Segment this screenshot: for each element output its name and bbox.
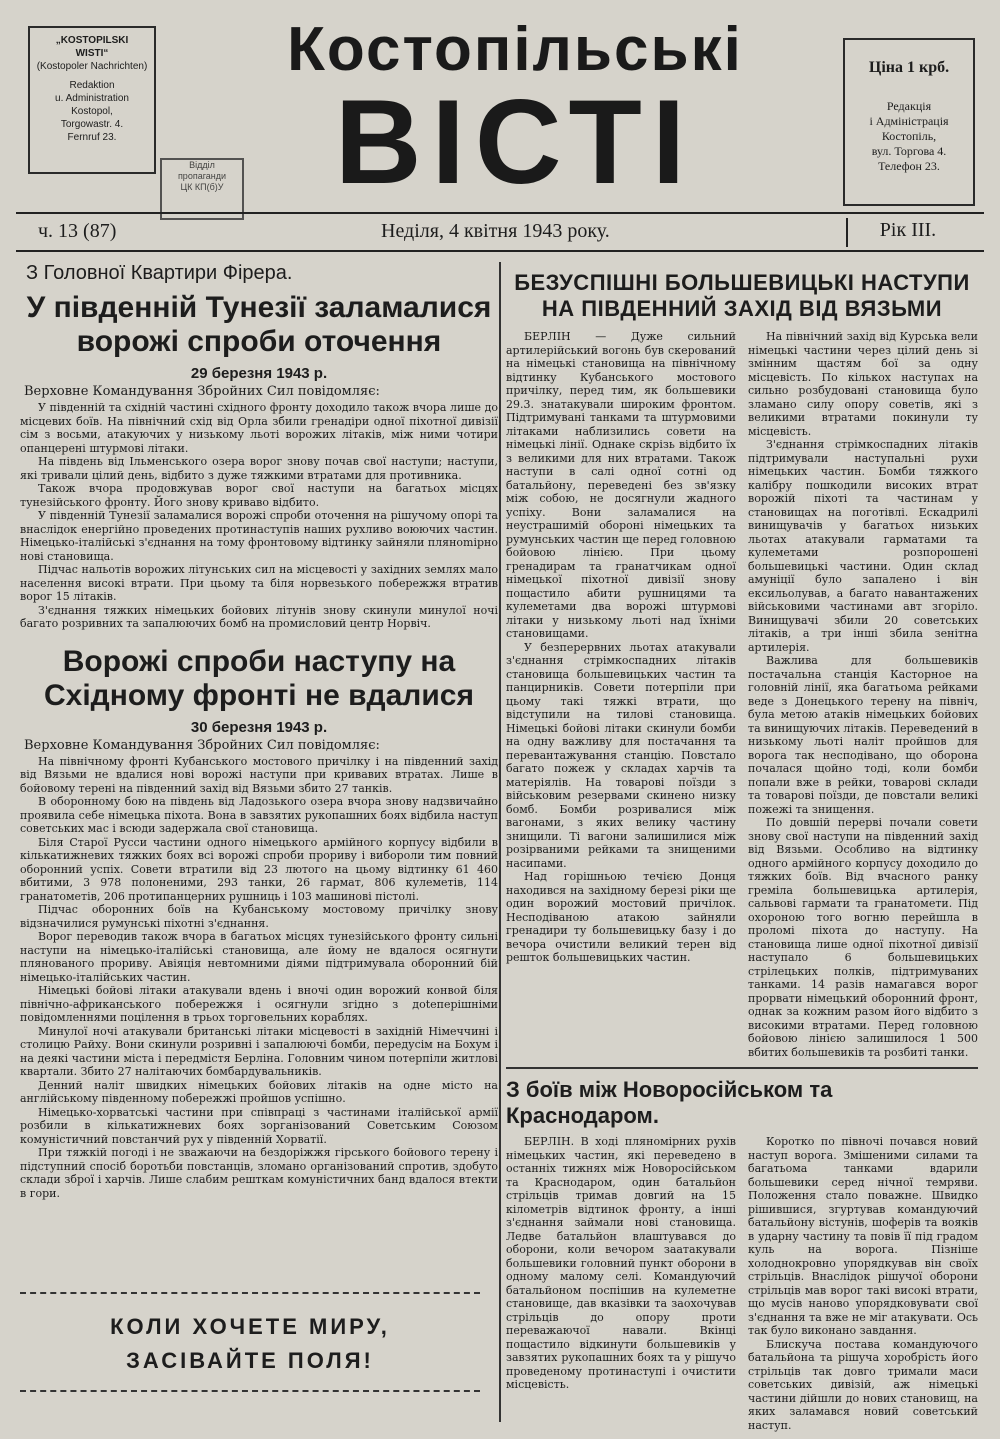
address-line: Телефон 23.: [878, 159, 940, 173]
masthead-title-1: Костопільські: [287, 15, 743, 84]
section-overline: З Головної Квартири Фірера.: [26, 262, 293, 284]
headline-tunisia: У південній Тунезії заламалися ворожі спроби оточення: [26, 291, 492, 358]
column-divider: [499, 262, 501, 1422]
paragraph: Ворог переводив також вчора в багатьох місцях тунезійського фронту сильні наступи на німецько-італійські становища, але йому не вдалося осягнути плянованого прориву. Авіяція невтомними діями підтримувала оборонний бій німецько-італійських частин.: [20, 930, 498, 984]
paragraph: З'єднання тяжких німецьких бойових літунів знову скинули минулої ночі багато розривних та запалюючих бомб на промисловий центр Норвіч.: [20, 603, 498, 630]
paragraph: На південь від Ільменського озера ворог знову почав свої наступи; наступи, які тривали цілий день, відбито з дуже тяжкими втратами для противника.: [20, 455, 498, 482]
paragraph: Блискуча постава командуючого батальйона та рішуча хоробрість його стрільців так довго тримали маси советських дивізій, аж німецькі частини дійшли до нових становищ, на яких заламався новий советський наступ.: [748, 1337, 978, 1432]
text-subcolumn: [506, 1135, 736, 1432]
article-lead: Верховне Командування Збройних Сил повідомляє:: [24, 737, 380, 753]
paragraph: Минулої ночі атакували британські літаки місцевості в західній Німеччині і столицю Райху. Вони скинули розривні і запалюючі бомби, передусім на Бохум і на деякі частини міста і передмістя Берліна. Головним чином потерпіли житлові квартали. Збито 27 налітаючих бомбардувальників.: [20, 1024, 498, 1078]
paragraph: Денний наліт швидких німецьких бойових літаків на одне місто на англійському південному побережжі пройшов успішно.: [20, 1078, 498, 1105]
headline-vyazma: БЕЗУСПІШНІ БОЛЬШЕВИЦЬКІ НАСТУПИ НА ПІВДЕННИЙ ЗАХІД ВІД ВЯЗЬМИ: [514, 270, 970, 321]
masthead: [200, 15, 830, 209]
article-date: 30 березня 1943 р.: [190, 718, 328, 736]
stamp-line: ЦК КП(б)У: [180, 182, 224, 192]
paragraph: Над горішньою течією Донця находився на західному березі ріки ще один ворожий мостовий причілок. Несподіваною атакою зайняли гренадири ту большевицьку базу і до вечора очистили великий терен від решток большевицьких частин.: [506, 870, 736, 964]
article-date: 29 березня 1943 р.: [190, 365, 328, 382]
price: Ціна 1 крб.: [868, 59, 950, 76]
ukrainian-address-box: [843, 38, 975, 206]
paragraph: Коротко по півночі почався новий наступ ворога. Змішеними силами та багатьома танками вдарили большевики серед нічної темряви. Положення стало поважне. Швидко рішившися, згуртував командуючий батальйону вістунів, шоферів та вояків в ударну частину та повів її під градом куль на ворога. Пізніше холоднокровно упорядкував він своїх стрільців. Внаслідок рішучої оборони стрільців мав ворог такі високі втрати, що мусів наново упорядковувати свої з'єднання та вже не міг атакувати. Ось так було виконано завдання.: [748, 1135, 978, 1337]
issue-year: Рік III.: [846, 218, 968, 247]
library-stamp: [160, 158, 244, 220]
paragraph: Німецькі бойові літаки атакували вдень і вночі один ворожий конвой біля північно-африканського побережжя і осягнули згідно з доteперішніми повідомленнями поцілення в трьох торговельних кораблях.: [20, 984, 498, 1024]
paragraph: БЕРЛІН. В ході плянoмірних рухів німецьких частин, які переведено в останніх тижнях між Новоросійськом та Краснодаром, один батальйон стрільців тримав довгий на 15 кілометрів відтинок фронту, а інші з'єднання займали нові становища. Ледве батальйон влаштувався до оборони, коли вечором заатакували большевики головний пункт оборони в одному малому селі. Командуючий батальйоном поспішив на кулеметне становище, дав вказівки та заохочував стрільців до опору проти переважаючої навали. Вкінці пощастило відкинути большевиків у завзятих рукопашних боях та у рішучо проведеному протинаступі і очистити місцевість.: [506, 1135, 736, 1391]
text-subcolumn: [748, 330, 978, 1059]
paragraph: По довшій перерві почали совети знову свої наступи на південний захід від Вязьми. Особливо на відтинку одного армійного корпусу доходило до тяжких боїв. Від вчасного ранку греміла большевицька артилерія, сальвові гармати та гранатомети. Під охороною того вогню перейшла в проломі піхота до наступу. На становища лише одної піхотної дивізії наступало 6 большевицьких стрілецьких полків, підтримуваних танками. 14 разів намагався ворог прорвати німецький оборонний фронт, однак за кожним разом його відбито з високими втратами. Перед головною бойовою лінією залишилося 1 500 вбитих большевиків та розбиті танки.: [748, 816, 978, 1059]
headline-eastern-front: Ворожі спроби наступу на Східному фронті не вдалися: [44, 644, 474, 712]
german-address-box: [28, 26, 156, 174]
address-line: WISTI“: [75, 48, 109, 59]
address-line: „KOSTOPILSKI: [55, 35, 129, 46]
paragraph: У безперервних льотах атакували з'єднання стрімкоспадних літаків становища большевицьких частин та панцирників. Совети потерпіли при цьому такі тяжкі втрати, що відступили на тилові становища. Німецькі бойові літаки скинули бомби на одну важливу для постачання та перевантажування станцію. Повстало багато пожеж у складах харчів та матеріялів. На товарові поїзди з військовим резервами скинено низку бомб. Бомби розривалися між вагонами, з яких велику частину знищили. Ті вагони залишилися між розірваними рейками та знищеними насипами.: [506, 640, 736, 870]
paragraph: Також вчора продовжував ворог свої наступи на багатьох місцях тунезійського фронту. Його знову криваво відбито.: [20, 482, 498, 509]
address-line: вул. Торгова 4.: [871, 144, 947, 158]
issue-info-bar: [16, 212, 984, 252]
slogan-banner: [20, 1292, 480, 1392]
paragraph: У південній та східній частині східного фронту доходило також вчора лише до місцевих боїв. На північний схід від Орла збили гренадіри одної піхотної дивізії сім з восьми, атакуючих у низькому льоті ворожих літаків, між ними чотири опанцерені штурмові літаки.: [20, 401, 498, 455]
paragraph: Важлива для большевиків постачальна станція Касторное на головній лінії, яка багатьома рейками веде з Донецького терену на північ, була метою атаків німецьких бойових та винищуючих літаків. Переведений в низькому льоті наліт пройшов для ворога так несподівано, що оборона почалася щойно тоді, коли бомби попали вже в рейки, товарові склади та товарові поїзди, де повстали великі пожежі та знищення.: [748, 654, 978, 816]
headline-novorossiysk: З боїв між Новоросійськом та Краснодаром.: [506, 1077, 833, 1128]
masthead-title-2: ВІСТІ: [334, 75, 696, 209]
article-body-two-column: [506, 1135, 978, 1432]
article-body: [20, 401, 498, 631]
paragraph: У південній Тунезії заламалися ворожі спроби оточення на рішучому опорі та внаслідок енергійно проведених протинаступів наших рухливо воюючих частин. Німецько-італійські з'єднання на тому фронтовому відтинку зайняли плянomірно нові становища.: [20, 509, 498, 563]
slogan-line: ЗАСІВАЙТЕ ПОЛЯ!: [126, 1348, 374, 1373]
address-line: u. Administration: [55, 93, 129, 104]
issue-number: ч. 13 (87): [38, 220, 117, 242]
paragraph: На північний захід від Курська вели німецькі частини через цілий день зі змінним щастям бої за одну місцевість. По кількох наступах на сильно розбудовані становища було зламано силу опору советів, які з великими втратами покинули ту місцевість.: [748, 330, 978, 438]
address-line: Редакція: [886, 99, 932, 113]
slogan-line: КОЛИ ХОЧЕТЕ МИРУ,: [110, 1314, 390, 1339]
paragraph: Підчас нальотів ворожих літунських сил на місцевості у західних землях мало населення високі втрати. При цьому та біля норвезького побережжя втратив ворог 15 літаків.: [20, 563, 498, 603]
address-line: Redaktion: [69, 80, 115, 91]
paragraph: При тяжкій погоді і не зважаючи на бездоріжжя гірського бойового терену і підступний спосіб боротьби повстанців, зломано організований спротив, здобуто склади зброї і харчів. Лише слабим решткам комуністичних банд вдалося втекти в гори.: [20, 1146, 498, 1200]
left-column: [20, 262, 498, 1200]
paragraph: З'єднання стрімкоспадних літаків підтримували наступальні рухи німецьких частин. Бомби тяжкого калібру пошкодили високих втрат ворожій піхоті та частинам у становищах на поготівлі. Ескадрилі винищувачів у багатьох низьких льотах атакували гарматами та кулеметами розпорошені большевицькі частини. Один склад амуніції було запалено і він ексильолував, а багато навантажених військовими частинами авт згоріло. Винищувачі збили 20 советських літаків, а три інші збила зенітна артилерія.: [748, 438, 978, 654]
address-line: Fernruf 23.: [67, 132, 117, 143]
paragraph: БЕРЛІН — Дуже сильний артилерійський вогонь був скерований на німецькі становища на північному відтинку Кубанського мостового причілку, перед тим, як большевики 29.3. знатакували широким фронтом. Підтримувані танками та штурмовими літаками наблизились совети на німецькі лінії. Однаке скрізь відбито їх з великими для них втратами. Також наступи в салі одної сотні од батальйону, переведені без зв'язку між собою, не досягнули жадного успіху. Вони заламалися на неустрашимій обороні німецьких та румунських частин ще перед головною бойовою лінією. При цьому гренадирам та гранатчикам одної німецької піхотної дивізії знову пощастило абити рушницями та кулеметами два ворожі штурмові літаки у низькому льоті над їхніми становищами.: [506, 330, 736, 640]
address-line: Kostopol,: [71, 106, 113, 117]
paragraph: Підчас оборонних боїв на Кубанському мостовому причілку знову відзначилися румунські піхотні з'єднання.: [20, 903, 498, 930]
text-subcolumn: [748, 1135, 978, 1432]
stamp-line: Відділ: [189, 160, 215, 170]
stamp-line: пропаганди: [177, 171, 227, 181]
text-subcolumn: [506, 330, 736, 1059]
issue-date: Неділя, 4 квітня 1943 року.: [381, 220, 610, 242]
right-column: [506, 270, 978, 1432]
address-line: Костопіль,: [881, 129, 937, 143]
address-line: і Адміністрація: [869, 114, 949, 128]
paragraph: Біля Старої Русси частини одного німецького армійного корпусу відбили в кількатижневих тяжких боях всі ворожі спроби прориву і виборoли тим повний оборонний успіх. Совети втратили від 23 лютого на цьому відтинку 61 460 вбитими, 3 978 полоненими, 293 танки, 26 гармат, 806 кулеметів, 114 гранатометів, 206 протипанцерних рушниць і 103 машинові пістолі.: [20, 835, 498, 903]
paragraph: Німецько-хорватські частини при співпраці з частинами італійської армії розбили в кількатижневих боях зорганізований Советським Союзом комуністичний повстанчий рух у південній Хорватії.: [20, 1105, 498, 1146]
article-body-two-column: [506, 330, 978, 1059]
paragraph: В оборонному бою на південь від Ладозького озера вчора знову надзвичайно проявила себе німецька піхота. Вона в завзятих рукопашних боях відбила наступ советських мас і всюди задержала свої становища.: [20, 795, 498, 835]
address-line: (Kostopoler Nachrichten): [36, 61, 148, 72]
paragraph: На північному фронті Кубанського мостового причілку і на південний захід від Вязьми не вдалися нові ворожі наступи при кривавих втратах. Лише в бойовому терені на південний захід від Вязьми збито 27 танків.: [20, 754, 498, 795]
address-line: Torgowastr. 4.: [60, 119, 124, 130]
section-rule: [506, 1067, 978, 1069]
article-lead: Верховне Командування Збройних Сил повідомляє:: [24, 384, 380, 399]
article-body: [20, 755, 498, 1201]
